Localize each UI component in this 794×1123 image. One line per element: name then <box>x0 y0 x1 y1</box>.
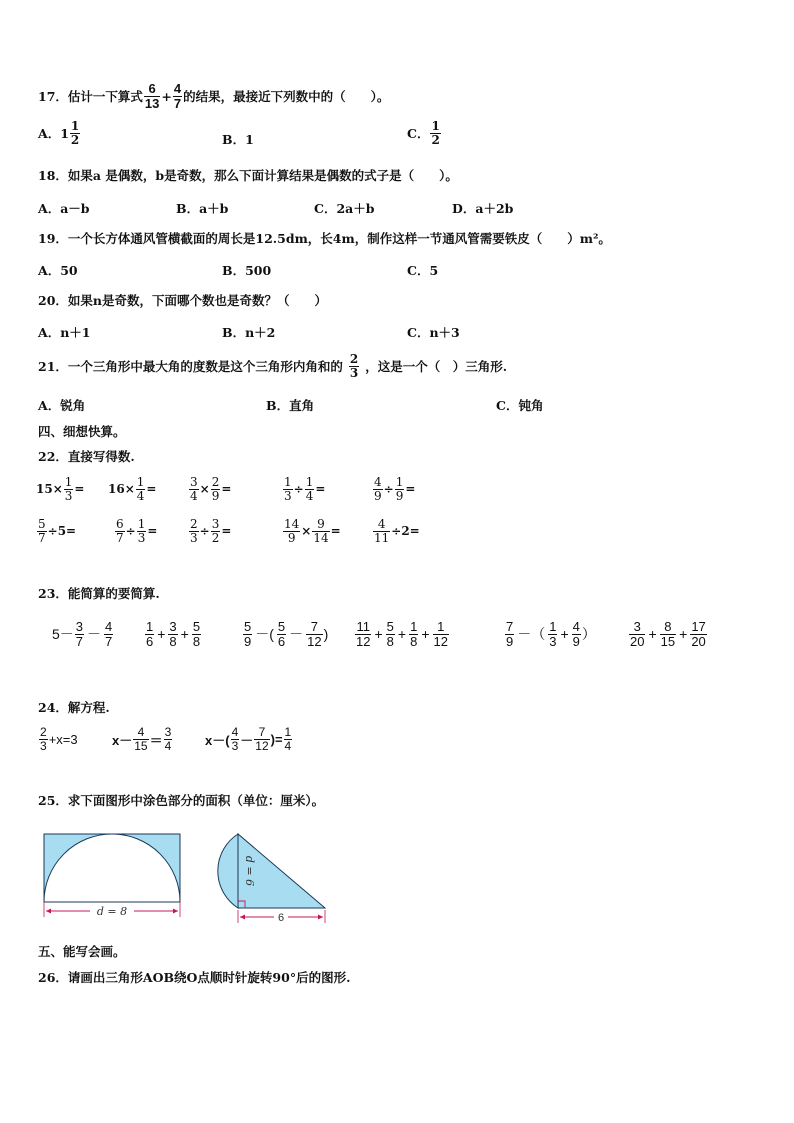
q17-option-a: A． 1 $\frac{1}{2}$ <box>38 119 80 147</box>
fraction: $\frac{14}{9}$ <box>284 517 300 545</box>
fraction: $\frac{9}{14}$ <box>313 517 329 545</box>
q24-equation-2: x－ $\frac{4}{15}$ ＝ $\frac{3}{4}$ <box>112 725 172 753</box>
fraction: $\frac{1}{3}$ <box>137 517 146 545</box>
fraction: $\frac{1}{4}$ <box>136 475 145 503</box>
q17-prefix: 17．估计一下算式 <box>38 89 143 105</box>
q19-option-b: B．500 <box>222 263 272 278</box>
fig1-diameter-label: d = 8 <box>96 905 128 918</box>
q21-suffix: ，这是一个（ ）三角形. <box>365 359 508 375</box>
fraction: $\frac{3}{4}$ <box>190 475 198 503</box>
section-4-heading: 四、细想快算。 <box>38 424 126 439</box>
q19-option-c: C．5 <box>407 263 439 278</box>
q21-fraction: $\frac{2}{3}$ <box>349 352 359 380</box>
q23-expression-4: $\frac{11}{12}$ + $\frac{5}{8}$ + $\frac{1}{8}$ + $\frac{1}{12}$ <box>356 619 448 649</box>
section-5-heading: 五、能写会画。 <box>38 944 126 959</box>
q17-option-a-fraction: $\frac{1}{2}$ <box>70 119 80 147</box>
q23-expression-2: $\frac{1}{6}$ + $\frac{3}{8}$ + $\frac{5}{8}$ <box>146 619 201 649</box>
q20-stem: 20．如果n是奇数，下面哪个数也是奇数？（ ） <box>38 293 327 308</box>
q23-expression-5: $\frac{7}{9}$ －（ $\frac{1}{3}$ + $\frac{4}{9}$ ） <box>506 619 596 649</box>
q21-option-c: C．钝角 <box>496 398 544 413</box>
q22-item: $\frac{2}{3}$ ÷ $\frac{3}{2}$ = <box>190 517 232 545</box>
q19-option-a: A．50 <box>38 263 78 278</box>
q23-expression-1: 5－ $\frac{3}{7}$ － $\frac{4}{7}$ <box>52 619 113 649</box>
q18-option-a: A．a－b <box>38 201 90 216</box>
fraction: $\frac{1}{9}$ <box>395 475 404 503</box>
fraction: $\frac{4}{9}$ <box>374 475 382 503</box>
fraction: $\frac{4}{11}$ <box>374 517 390 545</box>
q22-title: 22．直接写得数. <box>38 449 135 464</box>
fig2-diameter-label: d = 6 <box>243 855 256 887</box>
fraction: $\frac{1}{3}$ <box>64 475 73 503</box>
fraction: $\frac{5}{7}$ <box>38 517 46 545</box>
fraction: $\frac{1}{3}$ <box>284 475 292 503</box>
q20-option-c: C．n＋3 <box>407 325 460 340</box>
q22-item: $\frac{6}{7}$ ÷ $\frac{1}{3}$ = <box>116 517 158 545</box>
q26-stem: 26．请画出三角形AOB绕O点顺时针旋转90°后的图形. <box>38 970 351 985</box>
q21-stem <box>38 353 507 379</box>
q19-stem: 19．一个长方体通风管横截面的周长是12.5dm，长4m，制作这样一节通风管需要铁皮（ ）m²。 <box>38 231 611 246</box>
q25-figure-rectangle-semicircle <box>44 834 180 918</box>
q21-option-a: A．锐角 <box>38 398 86 413</box>
q20-option-a: A．n＋1 <box>38 325 91 340</box>
q22-item: 16× $\frac{1}{4}$ = <box>108 475 157 503</box>
q17-suffix: 的结果，最接近下列数中的（ ）。 <box>183 89 390 105</box>
q17-option-c-fraction: $\frac{1}{2}$ <box>431 119 440 147</box>
q17-plus: + <box>161 88 172 104</box>
q25-figure-semicircle-triangle <box>218 834 325 924</box>
fig2-base-label: 6 <box>277 912 285 924</box>
q22-item: $\frac{4}{9}$ ÷ $\frac{1}{9}$ = <box>374 475 416 503</box>
q24-equation-1: $\frac{2}{3}$ +x=3 <box>40 725 78 753</box>
fraction: $\frac{2}{3}$ <box>190 517 198 545</box>
fraction: $\frac{2}{9}$ <box>211 475 220 503</box>
q24-equation-3: x－( $\frac{4}{3}$ － $\frac{7}{12}$ )= $\frac{1}{4}$ <box>205 725 292 753</box>
q25-figures <box>38 820 338 930</box>
q25-title: 25．求下面图形中涂色部分的面积（单位：厘米）。 <box>38 793 325 808</box>
q21-prefix: 21．一个三角形中最大角的度数是这个三角形内角和的 <box>38 359 343 375</box>
q17-fraction-2: $\frac{4}{7}$ <box>173 81 182 111</box>
q22-item: $\frac{1}{3}$ ÷ $\frac{1}{4}$ = <box>284 475 326 503</box>
q17-stem <box>38 82 389 110</box>
q23-expression-6: $\frac{3}{20}$ + $\frac{8}{15}$ + $\frac{17}{20}$ <box>630 619 706 649</box>
q17-option-b: B．1 <box>222 132 254 147</box>
fraction: $\frac{1}{4}$ <box>305 475 314 503</box>
q18-option-b: B．a＋b <box>176 201 229 216</box>
fraction: $\frac{3}{2}$ <box>211 517 220 545</box>
q18-stem: 18．如果a 是偶数，b是奇数，那么下面计算结果是偶数的式子是（ ）。 <box>38 168 458 183</box>
q23-expression-3: $\frac{5}{9}$ －( $\frac{5}{6}$ － $\frac{7}{12}$ ) <box>244 619 329 649</box>
shaded-semicircle <box>218 834 238 908</box>
q17-option-c: C． $\frac{1}{2}$ <box>407 119 440 147</box>
q24-title: 24．解方程. <box>38 700 110 715</box>
q22-item: $\frac{5}{7}$ ÷5= <box>38 517 77 545</box>
q22-item: $\frac{3}{4}$ × $\frac{2}{9}$ = <box>190 475 232 503</box>
q23-title: 23．能简算的要简算. <box>38 586 160 601</box>
q18-option-d: D．a＋2b <box>452 201 514 216</box>
q21-option-b: B．直角 <box>266 398 315 413</box>
q22-item: $\frac{14}{9}$ × $\frac{9}{14}$ = <box>284 517 341 545</box>
fraction: $\frac{6}{7}$ <box>116 517 124 545</box>
q20-option-b: B．n＋2 <box>222 325 276 340</box>
q22-item: 15× $\frac{1}{3}$ = <box>36 475 85 503</box>
q22-item: $\frac{4}{11}$ ÷2= <box>374 517 420 545</box>
q18-option-c: C．2a＋b <box>314 201 375 216</box>
q17-fraction-1: $\frac{6}{13}$ <box>144 81 160 111</box>
